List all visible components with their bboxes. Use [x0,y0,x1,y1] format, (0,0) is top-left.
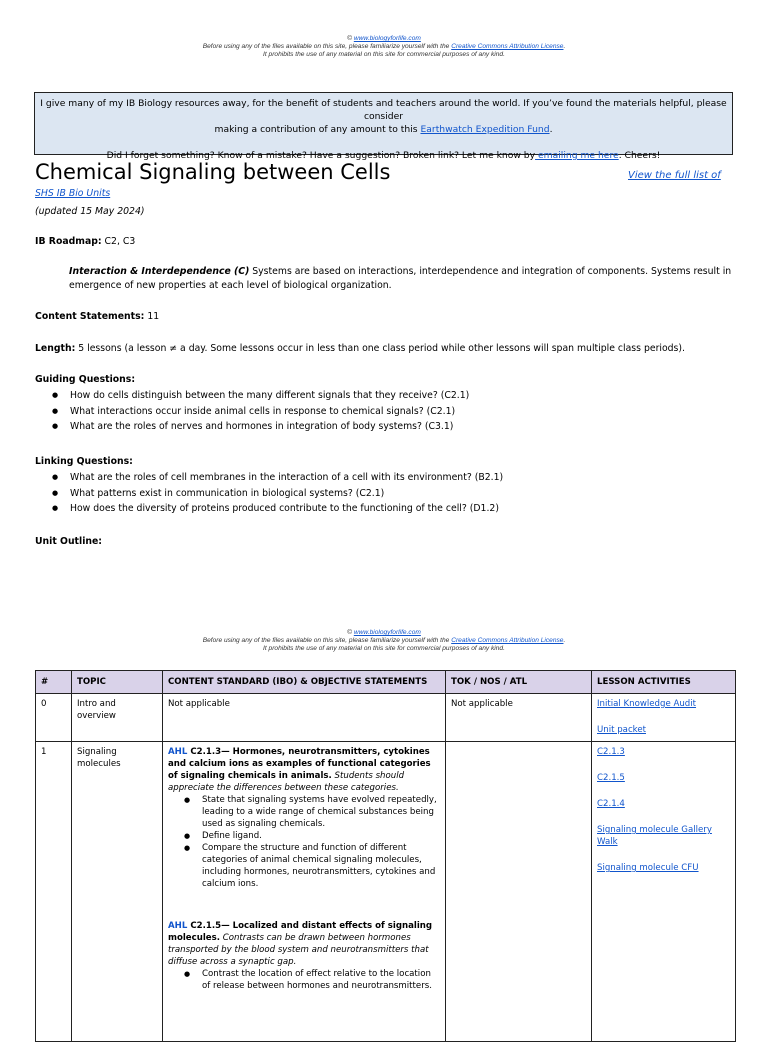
banner-line-3-text: Did I forget something? Know of a mistake? Have a suggestion? Broken link? Let me know by [106,150,536,161]
cell-topic: Intro and overview [72,694,163,742]
banner-line-2-text: making a contribution of any amount to this [214,124,418,135]
cell-number: 0 [36,694,72,742]
length [35,342,685,355]
donation-banner [34,92,733,161]
banner-line-2-suffix: . [549,124,553,135]
list-item: ● Define ligand. [182,830,440,842]
email-link[interactable]: emailing me here [535,150,619,161]
activity-link[interactable]: Initial Knowledge Audit [597,699,697,709]
table-header-row [36,671,736,694]
banner-line-2 [35,123,732,136]
units-link[interactable]: SHS IB Bio Units [35,188,111,199]
cell-activities [592,694,736,742]
license-suffix: . [563,637,566,644]
theme-line-1 [69,265,731,278]
activity-link[interactable]: C2.1.5 [597,773,625,783]
page-title-text: Chemical Signaling between Cells [35,160,391,184]
license-prefix: Before using any of the files available on this site, please familiarize yourself with the [202,43,450,50]
column-header-lesson-activities: LESSON ACTIVITIES [592,671,736,694]
license-link[interactable]: Creative Commons Attribution License [451,637,564,644]
cell-number: 1 [36,742,72,1042]
activity-link[interactable]: Signaling molecule CFU [597,863,699,873]
banner-line-3-suffix: . Cheers! [618,150,661,161]
column-header-topic: TOPIC [72,671,163,694]
units-link-line [35,187,110,200]
unit-outline-label: Unit Outline: [35,536,103,547]
copyright-symbol: © [347,35,352,42]
ahl-tag: AHL [168,747,188,757]
copyright-line [0,629,768,637]
site-link[interactable]: www.biologyforlife.com [353,35,421,42]
content-statements [35,310,159,323]
list-item: ● What are the roles of cell membranes in the interaction of a cell with its environment? (B2.1) [50,471,503,487]
list-item: ● What interactions occur inside animal cells in response to chemical signals? (C2.1) [50,405,469,421]
standard-heading: C2.1.3— Hormones, neurotransmitters, cytokines and calcium ions as examples of functional categories of signaling chemicals in animals. [168,747,431,781]
license-line [0,637,768,645]
content-statements-value: 11 [144,311,160,322]
page-title [35,160,390,184]
list-item: ● What are the roles of nerves and hormones in integration of body systems? (C3.1) [50,420,469,436]
roadmap [35,235,135,248]
list-item: ● Compare the structure and function of different categories of animal chemical signaling molecules, including hormones, neurotransmitters, cytokines and calcium ions. [182,842,440,890]
commercial-line: It prohibits the use of any material on this site for commercial purposes of any kind. [263,645,505,652]
ahl-tag: AHL [168,921,188,931]
column-header-content-standard: CONTENT STANDARD (IBO) & OBJECTIVE STATEMENTS [163,671,446,694]
cell-activities [592,742,736,1042]
fund-link[interactable]: Earthwatch Expedition Fund [420,124,550,135]
length-label: Length: [35,343,76,354]
lessons-table [35,670,736,1042]
list-item: ● What patterns exist in communication in biological systems? (C2.1) [50,487,503,503]
standard-block [168,746,440,890]
list-item: ● How do cells distinguish between the many different signals that they receive? (C2.1) [50,389,469,405]
copyright-symbol: © [347,629,352,636]
site-link[interactable]: www.biologyforlife.com [353,629,421,636]
standard-note: Students should appreciate the differences between these categories. [168,771,405,793]
view-full-list-link[interactable]: View the full list of [628,170,721,181]
license-prefix: Before using any of the files available on this site, please familiarize yourself with the [202,637,450,644]
guiding-questions-list [50,389,469,436]
list-item: ● State that signaling systems have evolved repeatedly, leading to a wide range of chemical substances being used as signaling chemicals. [182,794,440,830]
site-header-top [0,35,768,59]
banner-line-1: I give many of my IB Biology resources away, for the benefit of students and teachers around the world. If you’ve found the materials helpful, please consider [40,98,727,122]
objective-list [168,968,440,992]
activity-link[interactable]: C2.1.4 [597,799,625,809]
cell-content: Not applicable [163,694,446,742]
updated-date: (updated 15 May 2024) [35,206,145,217]
objective-list [168,794,440,890]
standard-heading: C2.1.5— Localized and distant effects of signaling molecules. [168,921,433,943]
cell-topic: Signaling molecules [72,742,163,1042]
guiding-questions-label: Guiding Questions: [35,374,136,385]
standard-block [168,920,440,992]
cell-content [163,742,446,1042]
linking-questions-label: Linking Questions: [35,456,133,467]
table-row [36,742,736,1042]
license-line [0,43,768,51]
copyright-line [0,35,768,43]
theme-line-2: emergence of new properties at each level of biological organization. [69,280,392,291]
theme-text-1: Systems are based on interactions, interdependence and integration of components. Systems result in [249,266,732,277]
license-link[interactable]: Creative Commons Attribution License [451,43,564,50]
activity-link[interactable]: Unit packet [597,725,646,735]
theme-label: Interaction & Interdependence (C) [69,266,250,277]
roadmap-label: IB Roadmap: [35,236,102,247]
activity-link[interactable]: Signaling molecule Gallery Walk [597,825,712,847]
banner-spacer [35,136,732,149]
block-spacer [168,890,440,920]
standard-note: Contrasts can be drawn between hormones transported by the blood system and neurotransmitters that diffuse across a synaptic gap. [168,933,429,967]
activity-link[interactable]: C2.1.3 [597,747,625,757]
cell-tok [446,742,592,1042]
site-header-repeat [0,629,768,653]
roadmap-value: C2, C3 [101,236,136,247]
content-statements-label: Content Statements: [35,311,145,322]
column-header-number: # [36,671,72,694]
length-value: 5 lessons (a lesson ≠ a day. Some lessons occur in less than one class period while other lessons will span multiple class periods). [75,343,685,354]
linking-questions-list [50,471,503,518]
commercial-line: It prohibits the use of any material on this site for commercial purposes of any kind. [263,51,505,58]
list-item: ● Contrast the location of effect relative to the location of release between hormones and neurotransmitters. [182,968,440,992]
cell-tok: Not applicable [446,694,592,742]
column-header-tok: TOK / NOS / ATL [446,671,592,694]
license-suffix: . [563,43,566,50]
list-item: ● How does the diversity of proteins produced contribute to the functioning of the cell? (D1.2) [50,502,503,518]
table-row [36,694,736,742]
